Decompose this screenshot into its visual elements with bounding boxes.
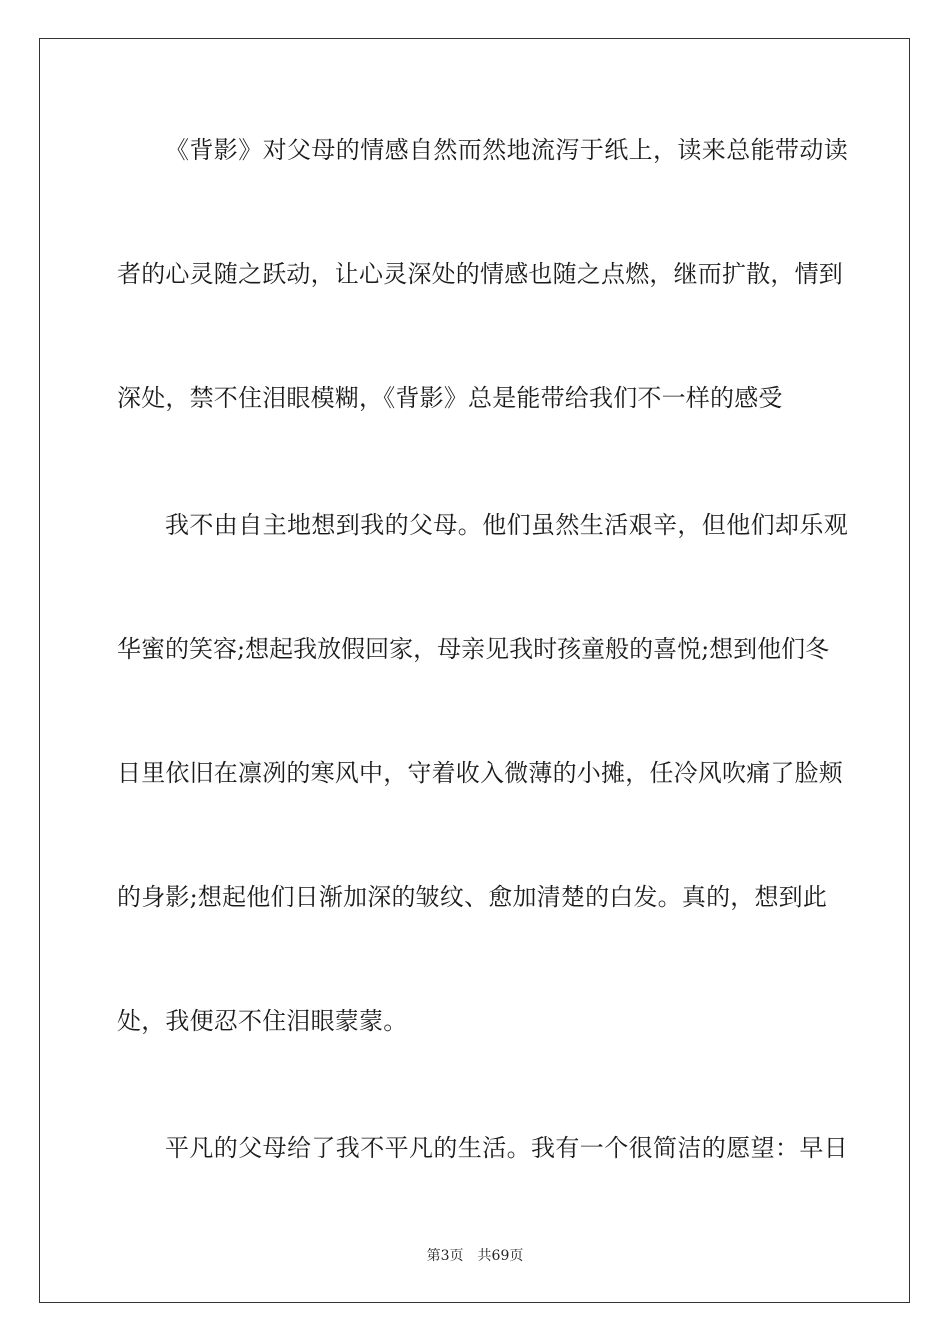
- total-pages-label: 共69页: [477, 1248, 524, 1264]
- paragraph-1-line-3: 深处，禁不住泪眼模糊，《背影》总是能带给我们不一样的感受: [117, 384, 783, 412]
- paragraph-2-line-3: 日里依旧在凛冽的寒风中，守着收入微薄的小摊，任冷风吹痛了脸颊: [117, 759, 843, 787]
- paragraph-2-line-4: 的身影;想起他们日渐加深的皱纹、愈加清楚的白发。真的，想到此: [117, 883, 828, 911]
- paragraph-2-line-1: 我不由自主地想到我的父母。他们虽然生活艰辛，但他们却乐观: [165, 511, 849, 539]
- paragraph-3-line-1: 平凡的父母给了我不平凡的生活。我有一个很简洁的愿望：早日: [165, 1134, 849, 1162]
- paragraph-1-line-2: 者的心灵随之跃动，让心灵深处的情感也随之点燃，继而扩散，情到: [117, 260, 843, 288]
- page-number-label: 第3页: [426, 1248, 464, 1264]
- paragraph-2-line-5: 处，我便忍不住泪眼蒙蒙。: [117, 1007, 408, 1035]
- paragraph-1-line-1: 《背影》对父母的情感自然而然地流泻于纸上，读来总能带动读: [165, 136, 849, 164]
- page-footer: [0, 1246, 950, 1266]
- page-border: [39, 38, 910, 1303]
- paragraph-2-line-2: 华蜜的笑容;想起我放假回家，母亲见我时孩童般的喜悦;想到他们冬: [117, 635, 830, 663]
